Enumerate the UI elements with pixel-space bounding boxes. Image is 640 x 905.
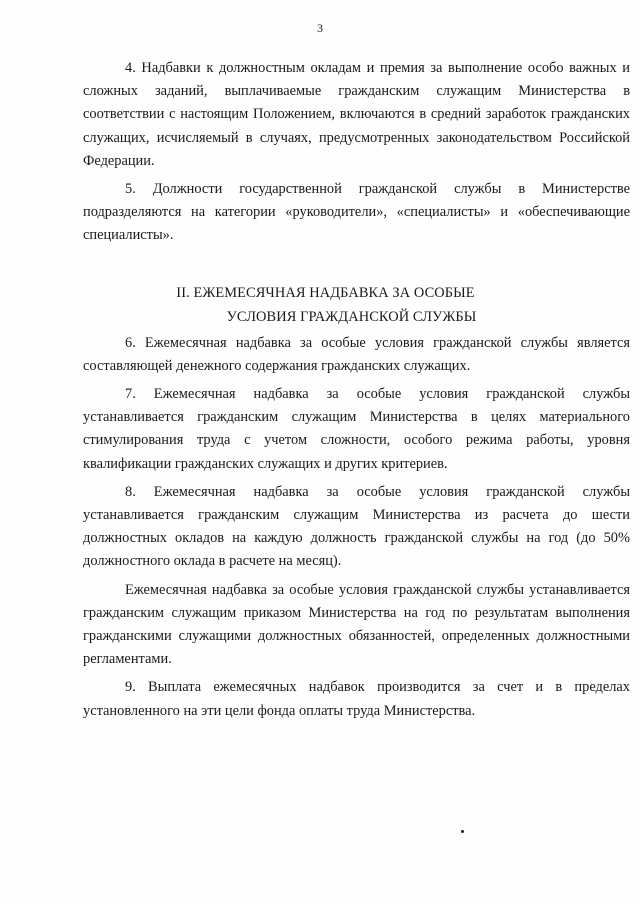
section-title-line-2: УСЛОВИЯ ГРАЖДАНСКОЙ СЛУЖБЫ — [226, 308, 477, 325]
section-heading — [83, 281, 630, 329]
section-title-line-1: II. ЕЖЕМЕСЯЧНАЯ НАДБАВКА ЗА ОСОБЫЕ — [176, 284, 475, 301]
paragraph-7: 7. Ежемесячная надбавка за особые условия гражданской службы устанавливается гражданским служащим Министерства в целях материального стимулирования труда с учетом сложности, особого режима работы, уровня квалификации гражданских служащих и других критериев. — [83, 386, 630, 472]
paragraph-6: 6. Ежемесячная надбавка за особые условия гражданской службы является составляющей денежного содержания гражданских служащих. — [83, 334, 630, 374]
page-number: 3 — [317, 21, 323, 35]
paragraph-9: 9. Выплата ежемесячных надбавок производится за счет и в пределах установленного на эти цели фонда оплаты труда Министерства. — [83, 679, 630, 719]
paragraph-8-continued: Ежемесячная надбавка за особые условия гражданской службы устанавливается гражданским служащим приказом Министерства на год по результатам выполнения гражданскими служащими должностных обязанностей, определенных должностными регламентами. — [83, 581, 630, 668]
document-body — [83, 57, 630, 723]
paragraph-4: 4. Надбавки к должностным окладам и премия за выполнение особо важных и сложных заданий, выплачиваемые гражданским служащим Министерства в соответствии с настоящим Положением, включаются в средний заработок гражданских служащих, исчисляемый в случаях, предусмотренных законодательством Российской Федерации. — [83, 60, 630, 169]
paragraph-5: 5. Должности государственной гражданской службы в Министерстве подразделяются на категории «руководители», «специалисты» и «обеспечивающие специалисты». — [83, 181, 630, 244]
paragraph-8: 8. Ежемесячная надбавка за особые условия гражданской службы устанавливается гражданским служащим Министерства из расчета до шести должностных окладов на каждую должность гражданской службы на год (до 50% должностного оклада в расчете на месяц). — [83, 483, 630, 570]
scan-speck — [461, 830, 464, 833]
